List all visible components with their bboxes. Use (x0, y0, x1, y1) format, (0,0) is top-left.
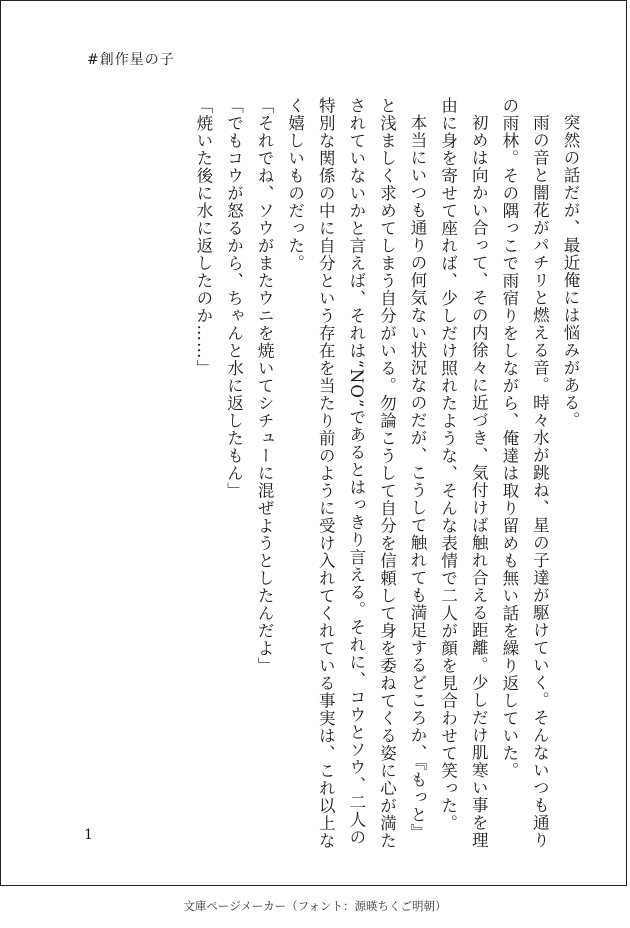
paragraph-rain-forest: 雨の音と闇花がパチリと燃える音。時々水が跳ね、星の子達が駆けていく。そんないつも通りの雨林。その隅っこで雨宿りをしながら、俺達は取り留めも無い話を繰り返していた。 (499, 97, 550, 849)
app-credit: 文庫ページメーカー（フォント：源暎ちくご明朝） (183, 899, 447, 913)
dialogue-line: 「それでね、ソウがまたウニを焼いてシチューに混ぜようとしたんだよ」 (255, 97, 275, 675)
dialogue-line: 「でもコウが怒るから、ちゃんと水に返したもん」 (224, 97, 244, 500)
paragraph-sitting-close: 初めは向かい合って、その内徐々に近づき、気付けば触れ合える距離。少しだけ肌寒い事を理由に身を寄せて座れば、少しだけ照れたような、そんな表情で二人が顔を見合わせて笑った。 (438, 97, 489, 849)
vertical-body-text (187, 97, 585, 857)
dialogue-line: 「焼いた後に水に返したのか……」 (193, 97, 213, 377)
paragraph-inner-thoughts: 本当にいつも通りの何気ない状況なのだが、こうして触れても満足するどころか、『もっと』と浅ましく求めてしまう自分がいる。勿論こうして自分を信頼して身を委ねてくる姿に心が満たされていないかと言えば、それは“NO”であるとはっきり言える。それに、コウとソウ、二人の特別な関係の中に自分という存在を当たり前のように受け入れてくれている事実は、これ以上なく嬉しいものだった。 (285, 97, 428, 850)
hashtag-title: #創作星の子 (87, 52, 175, 68)
paragraph-opening: 突然の話だが、最近俺には悩みがある。 (561, 113, 580, 429)
page-number: 1 (84, 827, 93, 843)
